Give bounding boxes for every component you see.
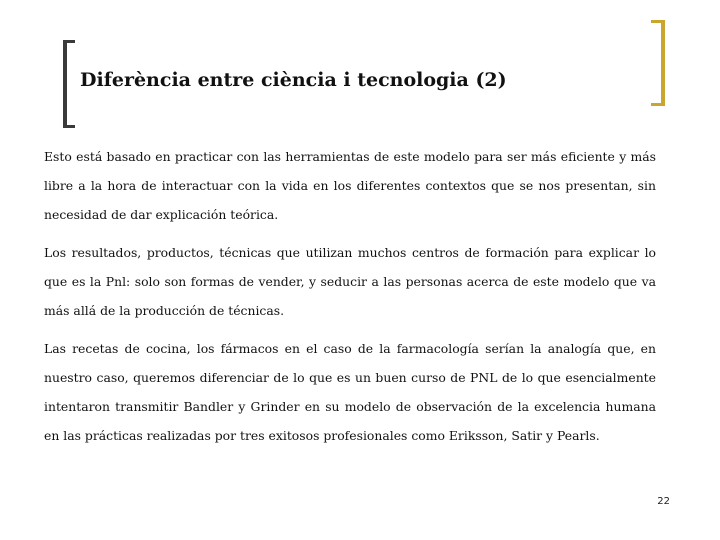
slide-title: Diferència entre ciència i tecnologia (2) — [80, 69, 507, 91]
paragraph-1: Esto está basado en practicar con las herramientas de este modelo para ser más eficiente y más libre a la hora de interactuar con la vida en los diferentes contextos que se nos presentan, sin necesidad de dar explicación teórica. — [44, 149, 656, 222]
page-number: 22 — [657, 496, 670, 507]
slide-body — [44, 142, 656, 459]
paragraph-3: Las recetas de cocina, los fármacos en el caso de la farmacología serían la analogía que, en nuestro caso, queremos diferenciar de lo que es un buen curso de PNL de lo que esencialmente intentaron transmitir Bandler y Grinder en su modelo de observación de la excelencia humana en las prácticas realizadas por tres exitosos profesionales como Eriksson, Satir y Pearls. — [44, 341, 656, 443]
paragraph-2: Los resultados, productos, técnicas que utilizan muchos centros de formación para explicar lo que es la Pnl: solo son formas de vender, y seducir a las personas acerca de este modelo que va más allá de la producción de técnicas. — [44, 245, 656, 318]
title-bracket-left — [63, 40, 75, 128]
title-bracket-right — [651, 20, 665, 106]
